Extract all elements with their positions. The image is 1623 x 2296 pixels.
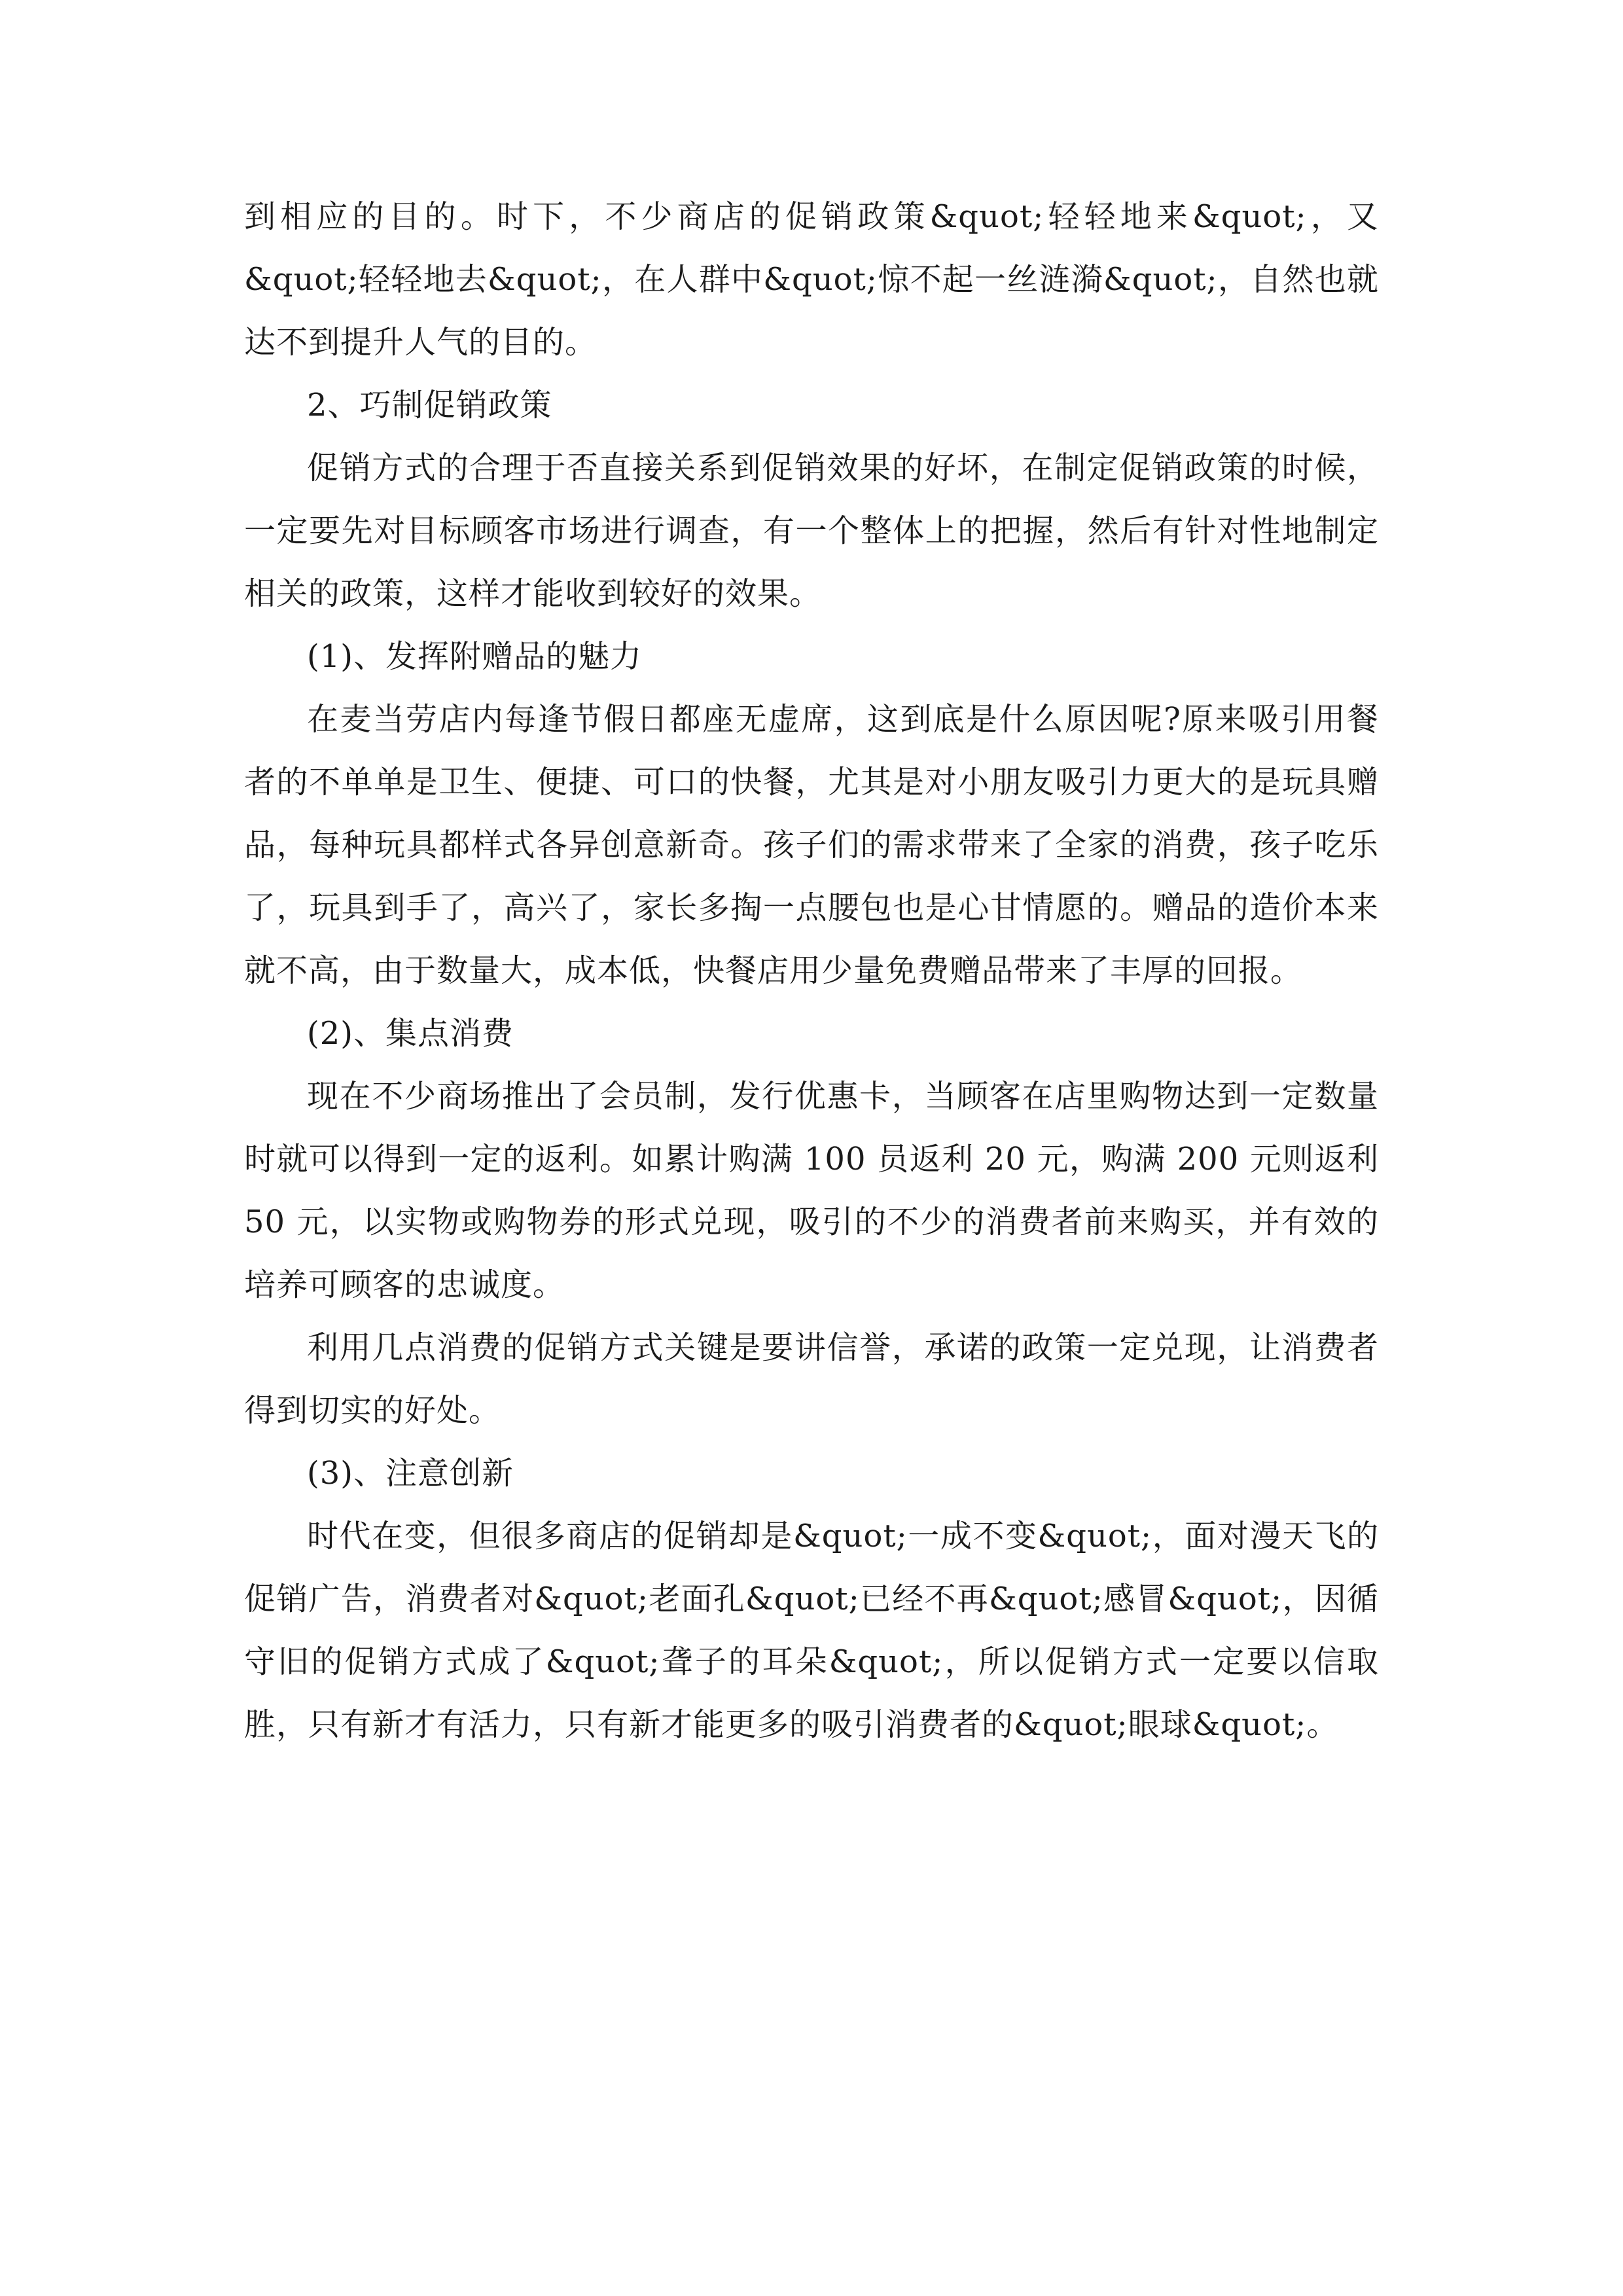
paragraph-innovation: 时代在变，但很多商店的促销却是&quot;一成不变&quot;，面对漫天飞的促销广告，消费者对&quot;老面孔&quot;已经不再&quot;感冒&quot;，因循守旧的促销方式成了&quot;聋子的耳朵&quot;，所以促销方式一定要以信取胜，只有新才有活力，只有新才能更多的吸引消费者的&quot;眼球&quot;。 bbox=[244, 1518, 1379, 1743]
document-body bbox=[244, 185, 1379, 1756]
paragraph-mcdonalds: 在麦当劳店内每逢节假日都座无虚席，这到底是什么原因呢?原来吸引用餐者的不单单是卫生、便捷、可口的快餐，尤其是对小朋友吸引力更大的是玩具赠品，每种玩具都样式各异创意新奇。孩子们的需求带来了全家的消费，孩子吃乐了，玩具到手了，高兴了，家长多掏一点腰包也是心甘情愿的。赠品的造价本来就不高，由于数量大，成本低，快餐店用少量免费赠品带来了丰厚的回报。 bbox=[244, 701, 1379, 989]
paragraph-membership: 现在不少商场推出了会员制，发行优惠卡，当顾客在店里购物达到一定数量时就可以得到一定的返利。如累计购满 100 员返利 20 元，购满 200 元则返利 50 元，以实物或购物券的形式兑现，吸引的不少的消费者前来购买，并有效的培养可顾客的忠诚度。 bbox=[244, 1078, 1379, 1303]
subheading-points: (2)、集点消费 bbox=[307, 1015, 514, 1052]
paragraph-promotion-method: 促销方式的合理于否直接关系到促销效果的好坏，在制定促销政策的时候，一定要先对目标顾客市场进行调查，有一个整体上的把握，然后有针对性地制定相关的政策，这样才能收到较好的效果。 bbox=[244, 450, 1379, 612]
paragraph-credibility: 利用几点消费的促销方式关键是要讲信誉，承诺的政策一定兑现，让消费者得到切实的好处。 bbox=[244, 1329, 1379, 1429]
section-heading-2: 2、巧制促销政策 bbox=[307, 387, 552, 423]
subheading-gifts: (1)、发挥附赠品的魅力 bbox=[307, 638, 642, 675]
paragraph-continuation: 到相应的目的。时下，不少商店的促销政策&quot;轻轻地来&quot;，又&quot;轻轻地去&quot;，在人群中&quot;惊不起一丝涟漪&quot;，自然也就达不到提升人气的目的。 bbox=[244, 198, 1379, 361]
subheading-innovation: (3)、注意创新 bbox=[307, 1455, 514, 1492]
